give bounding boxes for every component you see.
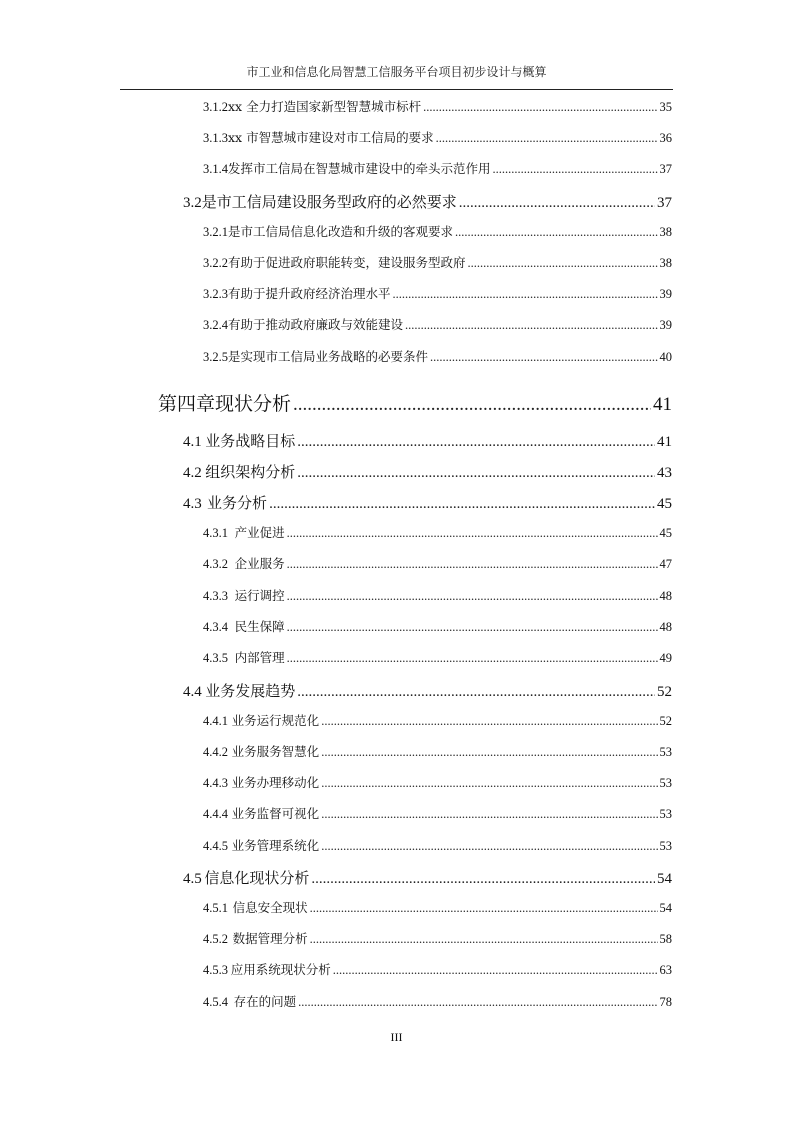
toc-entry-title: 发挥市工信局在智慧城市建设中的牵头示范作用 <box>228 161 491 176</box>
toc-entry-number: 4.4 <box>183 684 202 700</box>
toc-entry-page: 39 <box>659 287 672 301</box>
toc-dot-leader <box>436 131 658 146</box>
toc-entry-title: 业务发展趋势 <box>205 682 296 700</box>
toc-entry-title: 是市工信局建设服务型政府的必然要求 <box>201 193 457 211</box>
toc-dot-leader <box>287 589 658 604</box>
toc-entry-number: 4.2 <box>183 465 202 481</box>
toc-entry-number: 3.1.2 <box>203 100 228 114</box>
toc-subsection-entry[interactable] <box>203 648 672 666</box>
toc-entry-page: 53 <box>659 807 672 821</box>
toc-entry-number: 3.2.4 <box>203 318 228 332</box>
toc-dot-leader <box>459 195 655 212</box>
toc-entry-number: 4.3.2 <box>203 557 228 571</box>
toc-entry-page: 37 <box>659 162 672 176</box>
toc-entry-number: 4.4.5 <box>203 839 228 853</box>
toc-entry-page: 49 <box>659 651 672 665</box>
toc-subsection-entry[interactable] <box>203 960 672 978</box>
toc-entry-title: 民生保障 <box>234 619 285 634</box>
toc-entry-number: 4.1 <box>183 434 202 450</box>
toc-dot-leader <box>287 651 658 666</box>
toc-entry-number: 3.2 <box>183 195 202 211</box>
toc-section-entry[interactable] <box>183 191 672 212</box>
toc-entry-title: 是市工信局信息化改造和升级的客观要求 <box>228 224 454 239</box>
toc-entry-number: 3.2.3 <box>203 287 228 301</box>
toc-subsection-entry[interactable] <box>203 586 672 604</box>
toc-section-entry[interactable] <box>183 680 672 701</box>
toc-entry-number: 4.5.3 <box>203 963 228 977</box>
toc-entry-title: 有助于推动政府廉政与效能建设 <box>228 317 404 332</box>
toc-entry-title: 运行调控 <box>234 588 285 603</box>
toc-subsection-entry[interactable] <box>203 742 672 760</box>
toc-entry-page: 52 <box>659 714 672 728</box>
toc-entry-page: 43 <box>657 465 672 481</box>
toc-entry-title: xx 全力打造国家新型智慧城市标杆 <box>228 99 422 114</box>
toc-entry-number: 4.3.3 <box>203 589 228 603</box>
toc-dot-leader <box>297 465 655 482</box>
toc-dot-leader <box>430 350 657 365</box>
toc-entry-title: 信息化现状分析 <box>204 869 310 887</box>
toc-subsection-entry[interactable] <box>203 617 672 635</box>
toc-entry-page: 45 <box>657 496 672 512</box>
toc-entry-page: 45 <box>659 526 672 540</box>
toc-entry-page: 53 <box>659 745 672 759</box>
toc-entry-title: 现状分析 <box>215 393 292 415</box>
toc-entry-page: 41 <box>653 394 672 415</box>
toc-entry-page: 35 <box>659 100 672 114</box>
toc-entry-title: 业务战略目标 <box>205 432 296 450</box>
toc-dot-leader <box>310 932 658 947</box>
toc-entry-title: 业务运行规范化 <box>231 713 320 728</box>
toc-entry-number: 4.5 <box>183 871 202 887</box>
toc-entry-title: 业务服务智慧化 <box>231 744 320 759</box>
toc-subsection-entry[interactable] <box>203 554 672 572</box>
toc-subsection-entry[interactable] <box>203 804 672 822</box>
toc-entry-page: 78 <box>659 995 672 1009</box>
toc-dot-leader <box>468 256 658 271</box>
toc-entry-title: 是实现市工信局业务战略的必要条件 <box>228 349 429 364</box>
toc-entry-number: 4.5.1 <box>203 901 228 915</box>
running-header: 市工业和信息化局智慧工信服务平台项目初步设计与概算 <box>246 65 547 79</box>
toc-entry-title: 存在的问题 <box>233 994 297 1009</box>
toc-subsection-entry[interactable] <box>203 253 672 271</box>
toc-subsection-entry[interactable] <box>203 347 672 365</box>
toc-entry-page: 37 <box>657 195 672 211</box>
toc-entry-page: 52 <box>657 684 672 700</box>
toc-dot-leader <box>405 318 657 333</box>
toc-entry-page: 47 <box>659 557 672 571</box>
toc-subsection-entry[interactable] <box>203 773 672 791</box>
toc-subsection-entry[interactable] <box>203 898 672 916</box>
toc-entry-number: 第四章 <box>158 393 216 415</box>
toc-entry-title: 有助于提升政府经济治理水平 <box>228 286 391 301</box>
toc-dot-leader <box>297 434 655 451</box>
toc-section-entry[interactable] <box>183 430 672 451</box>
toc-dot-leader <box>321 714 657 729</box>
toc-entry-title: 应用系统现状分析 <box>230 962 331 977</box>
toc-subsection-entry[interactable] <box>203 711 672 729</box>
toc-dot-leader <box>423 100 657 115</box>
toc-subsection-entry[interactable] <box>203 992 672 1010</box>
toc-entry-page: 48 <box>659 620 672 634</box>
toc-section-entry[interactable] <box>183 867 672 888</box>
toc-entry-title: 业务管理系统化 <box>231 838 320 853</box>
toc-subsection-entry[interactable] <box>203 523 672 541</box>
toc-entry-number: 4.3.5 <box>203 651 228 665</box>
toc-entry-number: 3.2.5 <box>203 350 228 364</box>
toc-entry-number: 3.1.4 <box>203 162 228 176</box>
toc-subsection-entry[interactable] <box>203 929 672 947</box>
toc-section-entry[interactable] <box>183 461 672 482</box>
toc-entry-page: 63 <box>659 963 672 977</box>
toc-subsection-entry[interactable] <box>203 128 672 146</box>
toc-section-entry[interactable] <box>183 492 672 513</box>
toc-dot-leader <box>455 225 657 240</box>
toc-subsection-entry[interactable] <box>203 315 672 333</box>
toc-entry-page: 54 <box>657 871 672 887</box>
toc-entry-page: 58 <box>659 932 672 946</box>
toc-entry-page: 53 <box>659 839 672 853</box>
toc-entry-title: 组织架构分析 <box>205 463 296 481</box>
toc-entry-title: xx 市智慧城市建设对市工信局的要求 <box>228 130 434 145</box>
toc-entry-number: 4.3.4 <box>203 620 228 634</box>
toc-dot-leader <box>310 901 658 916</box>
toc-entry-number: 4.4.3 <box>203 776 228 790</box>
toc-entry-title: 产业促进 <box>234 525 285 540</box>
toc-entry-title: 内部管理 <box>234 650 285 665</box>
toc-entry-number: 4.4.4 <box>203 807 228 821</box>
toc-dot-leader <box>321 776 657 791</box>
toc-entry-page: 38 <box>659 256 672 270</box>
toc-dot-leader <box>321 839 657 854</box>
toc-entry-page: 36 <box>659 131 672 145</box>
toc-entry-page: 48 <box>659 589 672 603</box>
toc-entry-page: 38 <box>659 225 672 239</box>
page-number: III <box>390 1030 403 1044</box>
toc-entry-number: 4.4.1 <box>203 714 228 728</box>
toc-entry-number: 3.2.1 <box>203 225 228 239</box>
toc-entry-number: 3.1.3 <box>203 131 228 145</box>
toc-entry-number: 4.4.2 <box>203 745 228 759</box>
toc-entry-number: 3.2.2 <box>203 256 228 270</box>
toc-dot-leader <box>287 526 658 541</box>
toc-dot-leader <box>311 871 655 888</box>
toc-dot-leader <box>269 496 655 513</box>
toc-entry-number: 4.5.4 <box>203 995 228 1009</box>
toc-entry-page: 40 <box>659 350 672 364</box>
toc-dot-leader <box>298 995 657 1010</box>
toc-subsection-entry[interactable] <box>203 836 672 854</box>
toc-chapter-entry[interactable] <box>158 389 672 416</box>
toc-entry-title: 数据管理分析 <box>232 931 308 946</box>
toc-dot-leader <box>287 620 658 635</box>
toc-entry-number: 4.5.2 <box>203 932 228 946</box>
toc-entry-title: 信息安全现状 <box>232 900 308 915</box>
toc-entry-title: 业务分析 <box>207 494 268 512</box>
toc-subsection-entry[interactable] <box>203 222 672 240</box>
toc-dot-leader <box>287 557 658 572</box>
toc-entry-title: 企业服务 <box>234 556 285 571</box>
toc-dot-leader <box>293 394 651 416</box>
toc-subsection-entry[interactable] <box>203 97 672 115</box>
toc-entry-number: 4.3 <box>183 496 202 512</box>
toc-entry-page: 53 <box>659 776 672 790</box>
toc-dot-leader <box>321 807 657 822</box>
toc-entry-page: 39 <box>659 318 672 332</box>
toc-entry-page: 41 <box>657 434 672 450</box>
toc-entry-title: 业务监督可视化 <box>231 806 320 821</box>
toc-dot-leader <box>333 963 658 978</box>
toc-dot-leader <box>321 745 657 760</box>
toc-entry-number: 4.3.1 <box>203 526 228 540</box>
toc-dot-leader <box>493 162 658 177</box>
toc-subsection-entry[interactable] <box>203 159 672 177</box>
toc-dot-leader <box>393 287 658 302</box>
toc-dot-leader <box>297 684 655 701</box>
toc-subsection-entry[interactable] <box>203 284 672 302</box>
toc-entry-title: 业务办理移动化 <box>231 775 320 790</box>
toc-entry-page: 54 <box>659 901 672 915</box>
toc-entry-title: 有助于促进政府职能转变，建设服务型政府 <box>228 255 466 270</box>
